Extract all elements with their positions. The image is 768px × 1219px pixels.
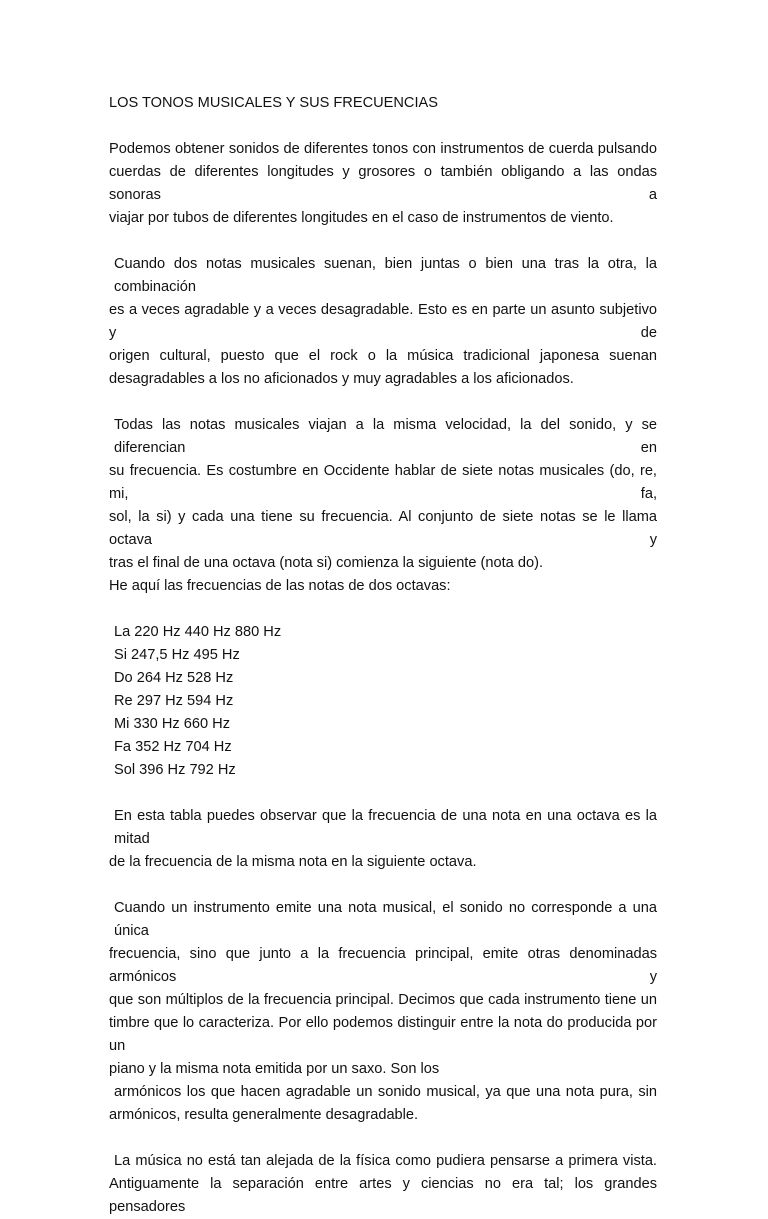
text-line: desagradables a los no aficionados y muy agradables a los aficionados. [109, 371, 574, 387]
text-line: piano y la misma nota emitida por un saxo. Son los [109, 1061, 440, 1077]
text-line: es a veces agradable y a veces desagradable. Esto es en parte un asunto subjetivo y de [109, 302, 657, 341]
text-line: su frecuencia. Es costumbre en Occidente hablar de siete notas musicales (do, re, mi, fa, [109, 463, 657, 502]
frequency-list [109, 621, 657, 782]
paragraph-string-instruments [109, 138, 657, 230]
text-line: de la frecuencia de la misma nota en la siguiente octava. [109, 854, 477, 870]
spacer [109, 115, 657, 138]
frequency-item-la: La 220 Hz 440 Hz 880 Hz [114, 624, 282, 640]
document-page [109, 92, 657, 1219]
text-line: armónicos los que hacen agradable un sonido musical, ya que una nota pura, sin [114, 1084, 657, 1100]
text-line: Antiguamente la separación entre artes y ciencias no era tal; los grandes pensadores [109, 1176, 657, 1215]
text-line: que son múltiplos de la frecuencia principal. Decimos que cada instrumento tiene un [109, 992, 657, 1008]
paragraph-octave [109, 805, 657, 874]
frequency-item-sol: Sol 396 Hz 792 Hz [114, 762, 236, 778]
text-line: cuerdas de diferentes longitudes y grosores o también obligando a las ondas sonoras a [109, 164, 657, 203]
text-line: viajar por tubos de diferentes longitudes en el caso de instrumentos de viento. [109, 210, 614, 226]
text-line: He aquí las frecuencias de las notas de dos octavas: [109, 578, 451, 594]
frequency-item-fa: Fa 352 Hz 704 Hz [114, 739, 232, 755]
spacer [109, 391, 657, 414]
paragraph-music-physics [109, 1150, 657, 1219]
text-line: tras el final de una octava (nota si) comienza la siguiente (nota do). [109, 555, 544, 571]
text-line: Cuando dos notas musicales suenan, bien juntas o bien una tras la otra, la combinación [114, 256, 657, 295]
paragraph-combination [109, 253, 657, 391]
spacer [109, 230, 657, 253]
spacer [109, 598, 657, 621]
frequency-item-re: Re 297 Hz 594 Hz [114, 693, 234, 709]
paragraph-frequency [109, 414, 657, 598]
text-line: Podemos obtener sonidos de diferentes tonos con instrumentos de cuerda pulsando [109, 141, 657, 157]
text-line: sol, la si) y cada una tiene su frecuencia. Al conjunto de siete notas se le llama octava y [109, 509, 657, 548]
paragraph-harmonics [109, 897, 657, 1127]
text-line: La música no está tan alejada de la física como pudiera pensarse a primera vista. [114, 1153, 657, 1169]
spacer [109, 874, 657, 897]
text-line: En esta tabla puedes observar que la frecuencia de una nota en una octava es la mitad [114, 808, 657, 847]
document-title: LOS TONOS MUSICALES Y SUS FRECUENCIAS [109, 95, 438, 111]
text-line: Cuando un instrumento emite una nota musical, el sonido no corresponde a una única [114, 900, 657, 939]
text-line: timbre que lo caracteriza. Por ello podemos distinguir entre la nota do producida por un [109, 1015, 657, 1054]
spacer [109, 782, 657, 805]
text-line: armónicos, resulta generalmente desagradable. [109, 1107, 419, 1123]
frequency-item-mi: Mi 330 Hz 660 Hz [114, 716, 230, 732]
text-line: Todas las notas musicales viajan a la misma velocidad, la del sonido, y se diferencian en [114, 417, 657, 456]
spacer [109, 1127, 657, 1150]
text-line: frecuencia, sino que junto a la frecuencia principal, emite otras denominadas armónicos y [109, 946, 657, 985]
text-line: origen cultural, puesto que el rock o la música tradicional japonesa suenan [109, 348, 657, 364]
frequency-item-si: Si 247,5 Hz 495 Hz [114, 647, 240, 663]
frequency-item-do: Do 264 Hz 528 Hz [114, 670, 234, 686]
